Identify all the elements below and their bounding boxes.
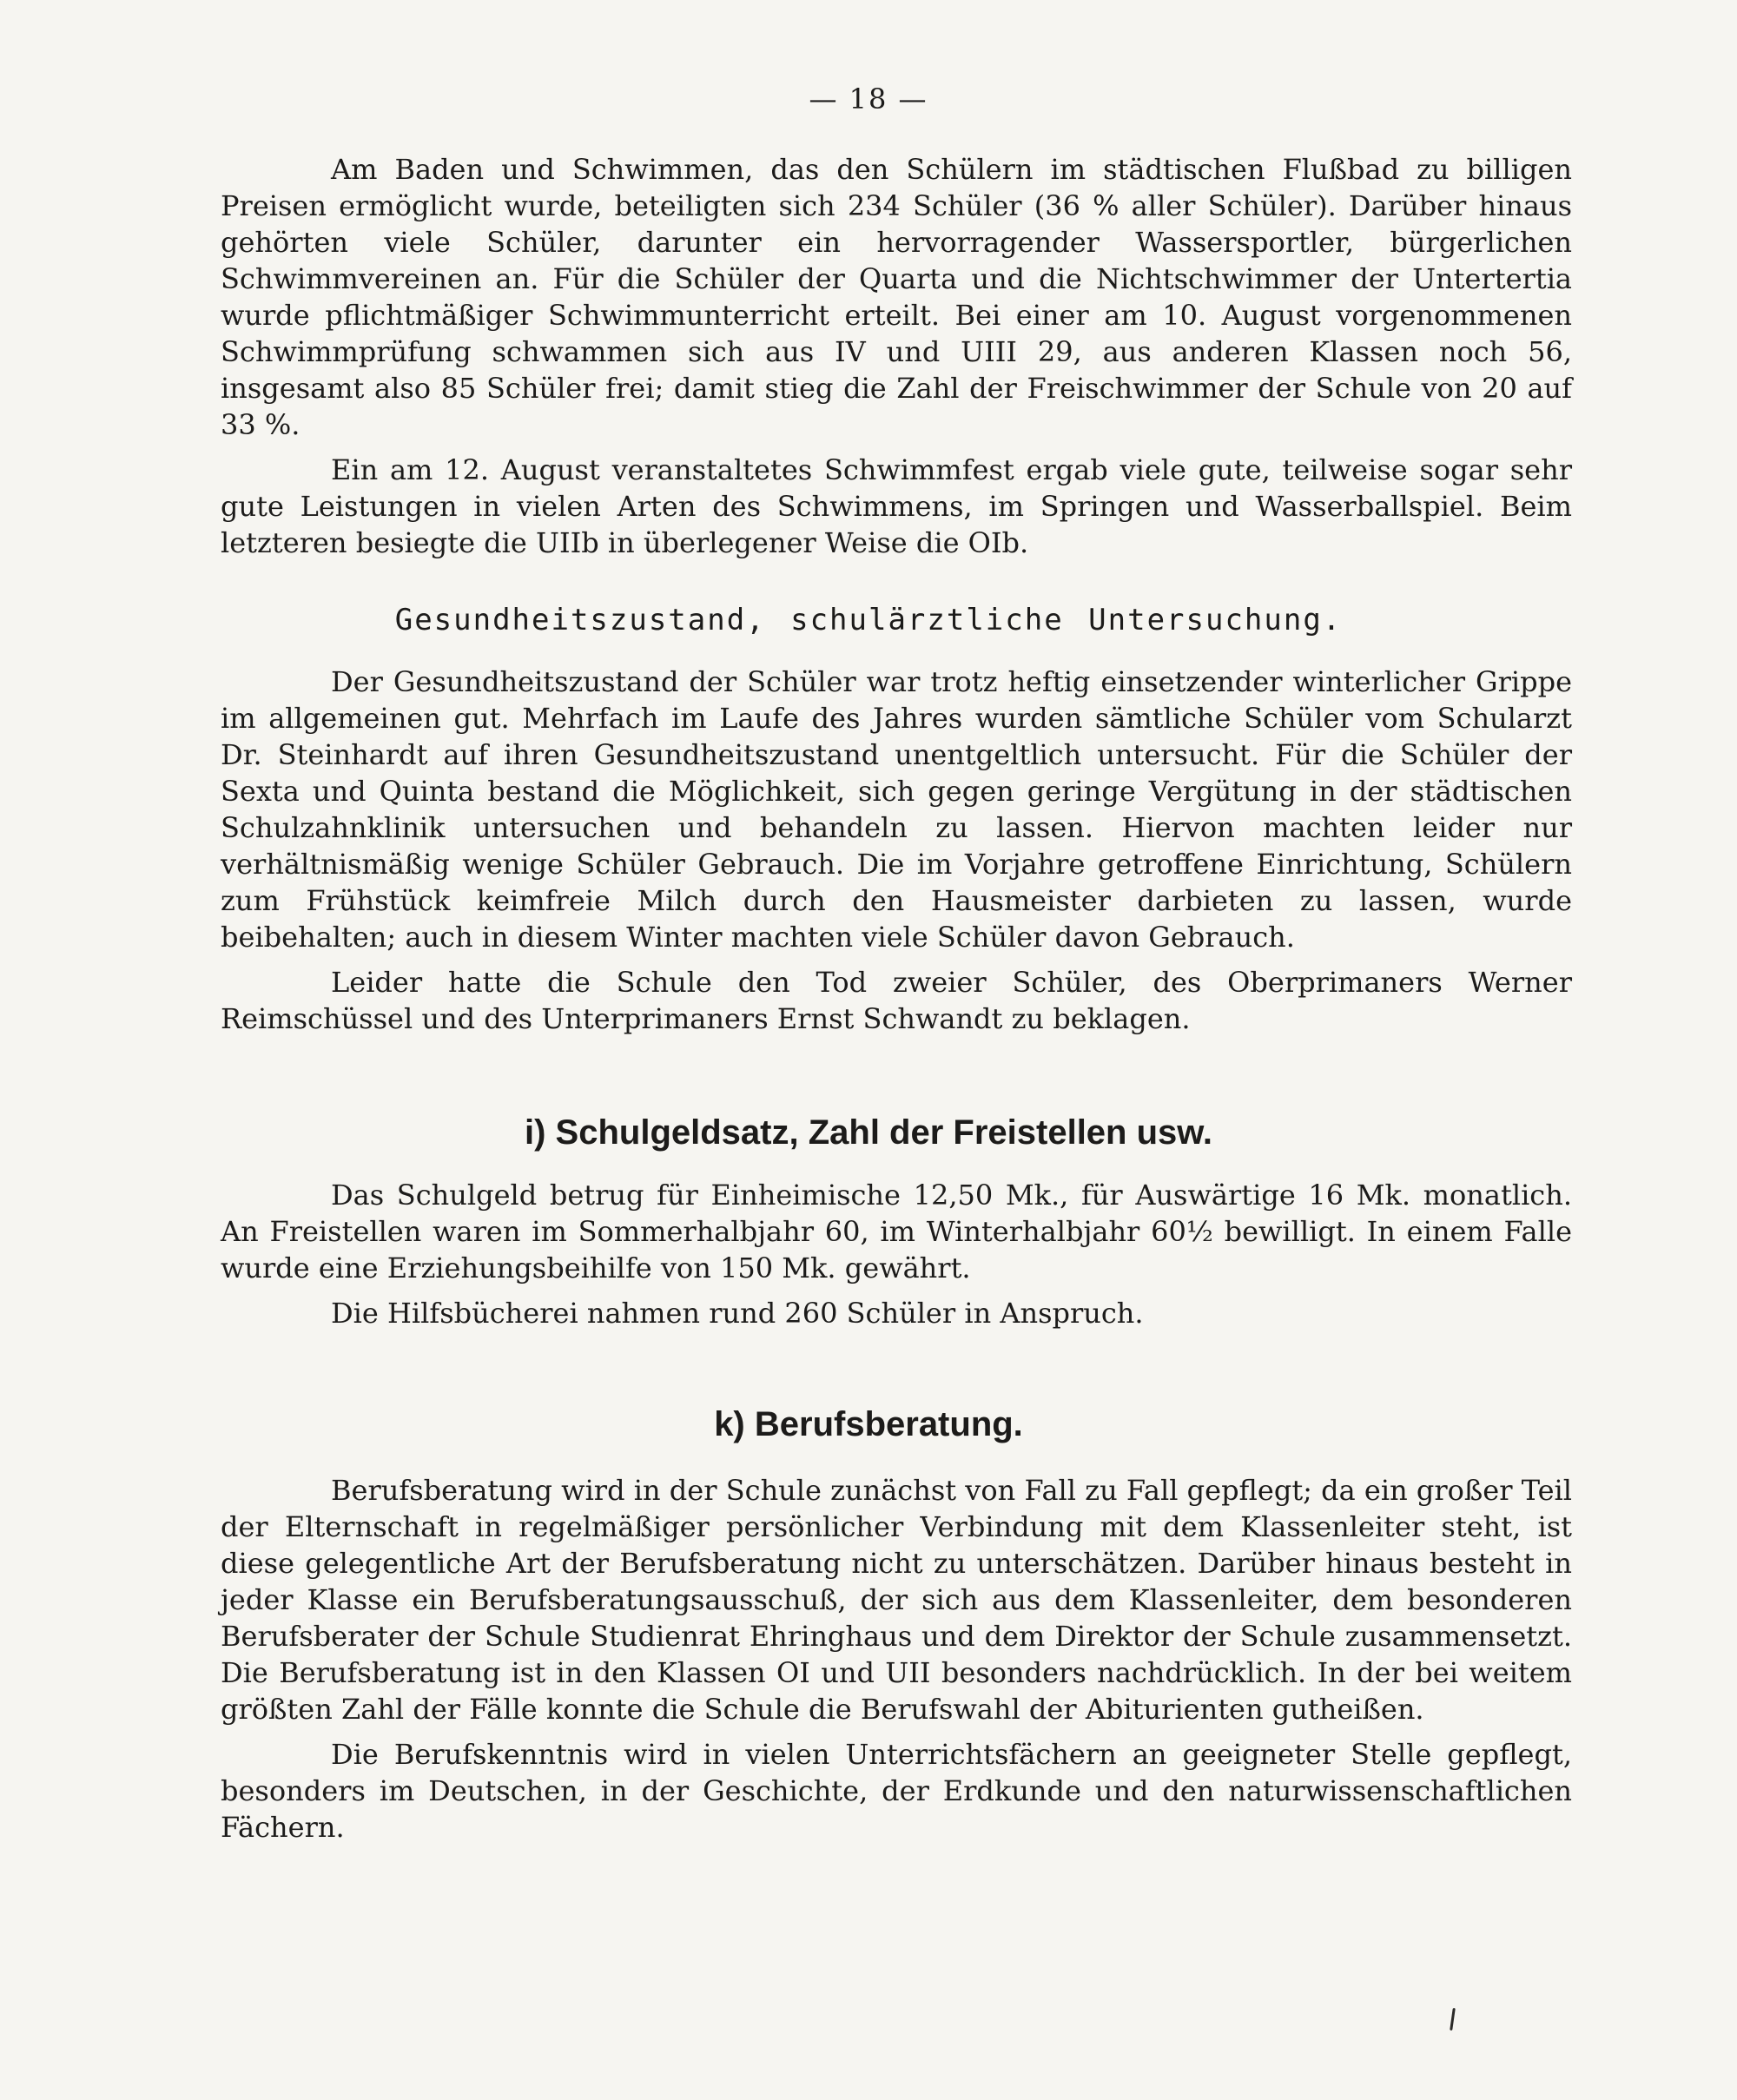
paragraph-career-1: Berufsberatung wird in der Schule zunächst von Fall zu Fall gepflegt; da ein großer Teil der Elternschaft in regelmäßiger persönlicher Verbindung mit dem Klassenleiter steht, ist diese gelegentliche Art der Berufsberatung nicht zu unterschätzen. Darüber hinaus besteht in jeder Klasse ein Berufsberatungsausschuß, der sich aus dem Klassenleiter, dem besonderen Berufsberater der Schule Studienrat Ehringhaus und dem Direktor der Schule zusammensetzt. Die Berufsberatung ist in den Klassen OI und UII besonders nachdrücklich. In der bei weitem größten Zahl der Fälle konnte die Schule die Berufswahl der Abiturienten gutheißen. — [221, 1474, 1572, 1726]
section-fees — [221, 1177, 1572, 1331]
paragraph-swimming-1: Am Baden und Schwimmen, das den Schülern im städtischen Flußbad zu billigen Preisen ermöglicht wurde, beteiligten sich 234 Schüler (36 % aller Schüler). Darüber hinaus gehörten viele Schüler, darunter ein hervorragender Wassersportler, bürgerlichen Schwimmvereinen an. Für die Schüler der Quarta und die Nichtschwimmer der Untertertia wurde pflichtmäßiger Schwimmunterricht erteilt. Bei einer am 10. August vorgenommenen Schwimmprüfung schwammen sich aus IV und UIII 29, aus anderen Klassen noch 56, insgesamt also 85 Schüler frei; damit stieg die Zahl der Freischwimmer der Schule von 20 auf 33 %. — [221, 153, 1572, 441]
heading-health: Gesundheitszustand, schulärztliche Untersuchung. — [394, 603, 1343, 637]
paragraph-fees-2: Die Hilfsbücherei nahmen rund 260 Schüler in Anspruch. — [331, 1297, 1144, 1330]
section-swimming — [221, 151, 1572, 561]
heading-fees: i) Schulgeldsatz, Zahl der Freistellen usw. — [524, 1113, 1213, 1152]
pen-mark — [1450, 2008, 1456, 2031]
paragraph-swimming-2: Ein am 12. August veranstaltetes Schwimmfest ergab viele gute, teilweise sogar sehr gute Leistungen in vielen Arten des Schwimmens, im Springen und Wasserballspiel. Beim letzteren besiegte die UIIb in überlegener Weise die OIb. — [221, 453, 1572, 559]
section-career — [221, 1472, 1572, 1846]
heading-career: k) Berufsberatung. — [714, 1405, 1023, 1443]
section-health — [221, 664, 1572, 1037]
paragraph-health-2: Leider hatte die Schule den Tod zweier Schüler, des Oberprimaners Werner Reimschüssel und des Unterprimaners Ernst Schwandt zu beklagen. — [221, 966, 1572, 1035]
paragraph-fees-1: Das Schulgeld betrug für Einheimische 12,50 Mk., für Auswärtige 16 Mk. monatlich. An Freistellen waren im Sommerhalbjahr 60, im Winterhalbjahr 60½ bewilligt. In einem Falle wurde eine Erziehungsbeihilfe von 150 Mk. gewährt. — [221, 1179, 1572, 1284]
paragraph-health-1: Der Gesundheitszustand der Schüler war trotz heftig einsetzender winterlicher Grippe im allgemeinen gut. Mehrfach im Laufe des Jahres wurden sämtliche Schüler vom Schularzt Dr. Steinhardt auf ihren Gesundheitszustand unentgeltlich untersucht. Für die Schüler der Sexta und Quinta bestand die Möglichkeit, sich gegen geringe Vergütung in der städtischen Schulzahnklinik untersuchen und behandeln zu lassen. Hiervon machten leider nur verhältnismäßig wenige Schüler Gebrauch. Die im Vorjahre getroffene Einrichtung, Schülern zum Frühstück keimfreie Milch durch den Hausmeister darbieten zu lassen, wurde beibehalten; auch in diesem Winter machten viele Schüler davon Gebrauch. — [221, 665, 1572, 954]
page-number: — 18 — — [809, 83, 928, 116]
paragraph-career-2: Die Berufskenntnis wird in vielen Unterrichtsfächern an geeigneter Stelle gepflegt, besonders im Deutschen, in der Geschichte, der Erdkunde und den naturwissenschaftlichen Fächern. — [221, 1738, 1572, 1844]
